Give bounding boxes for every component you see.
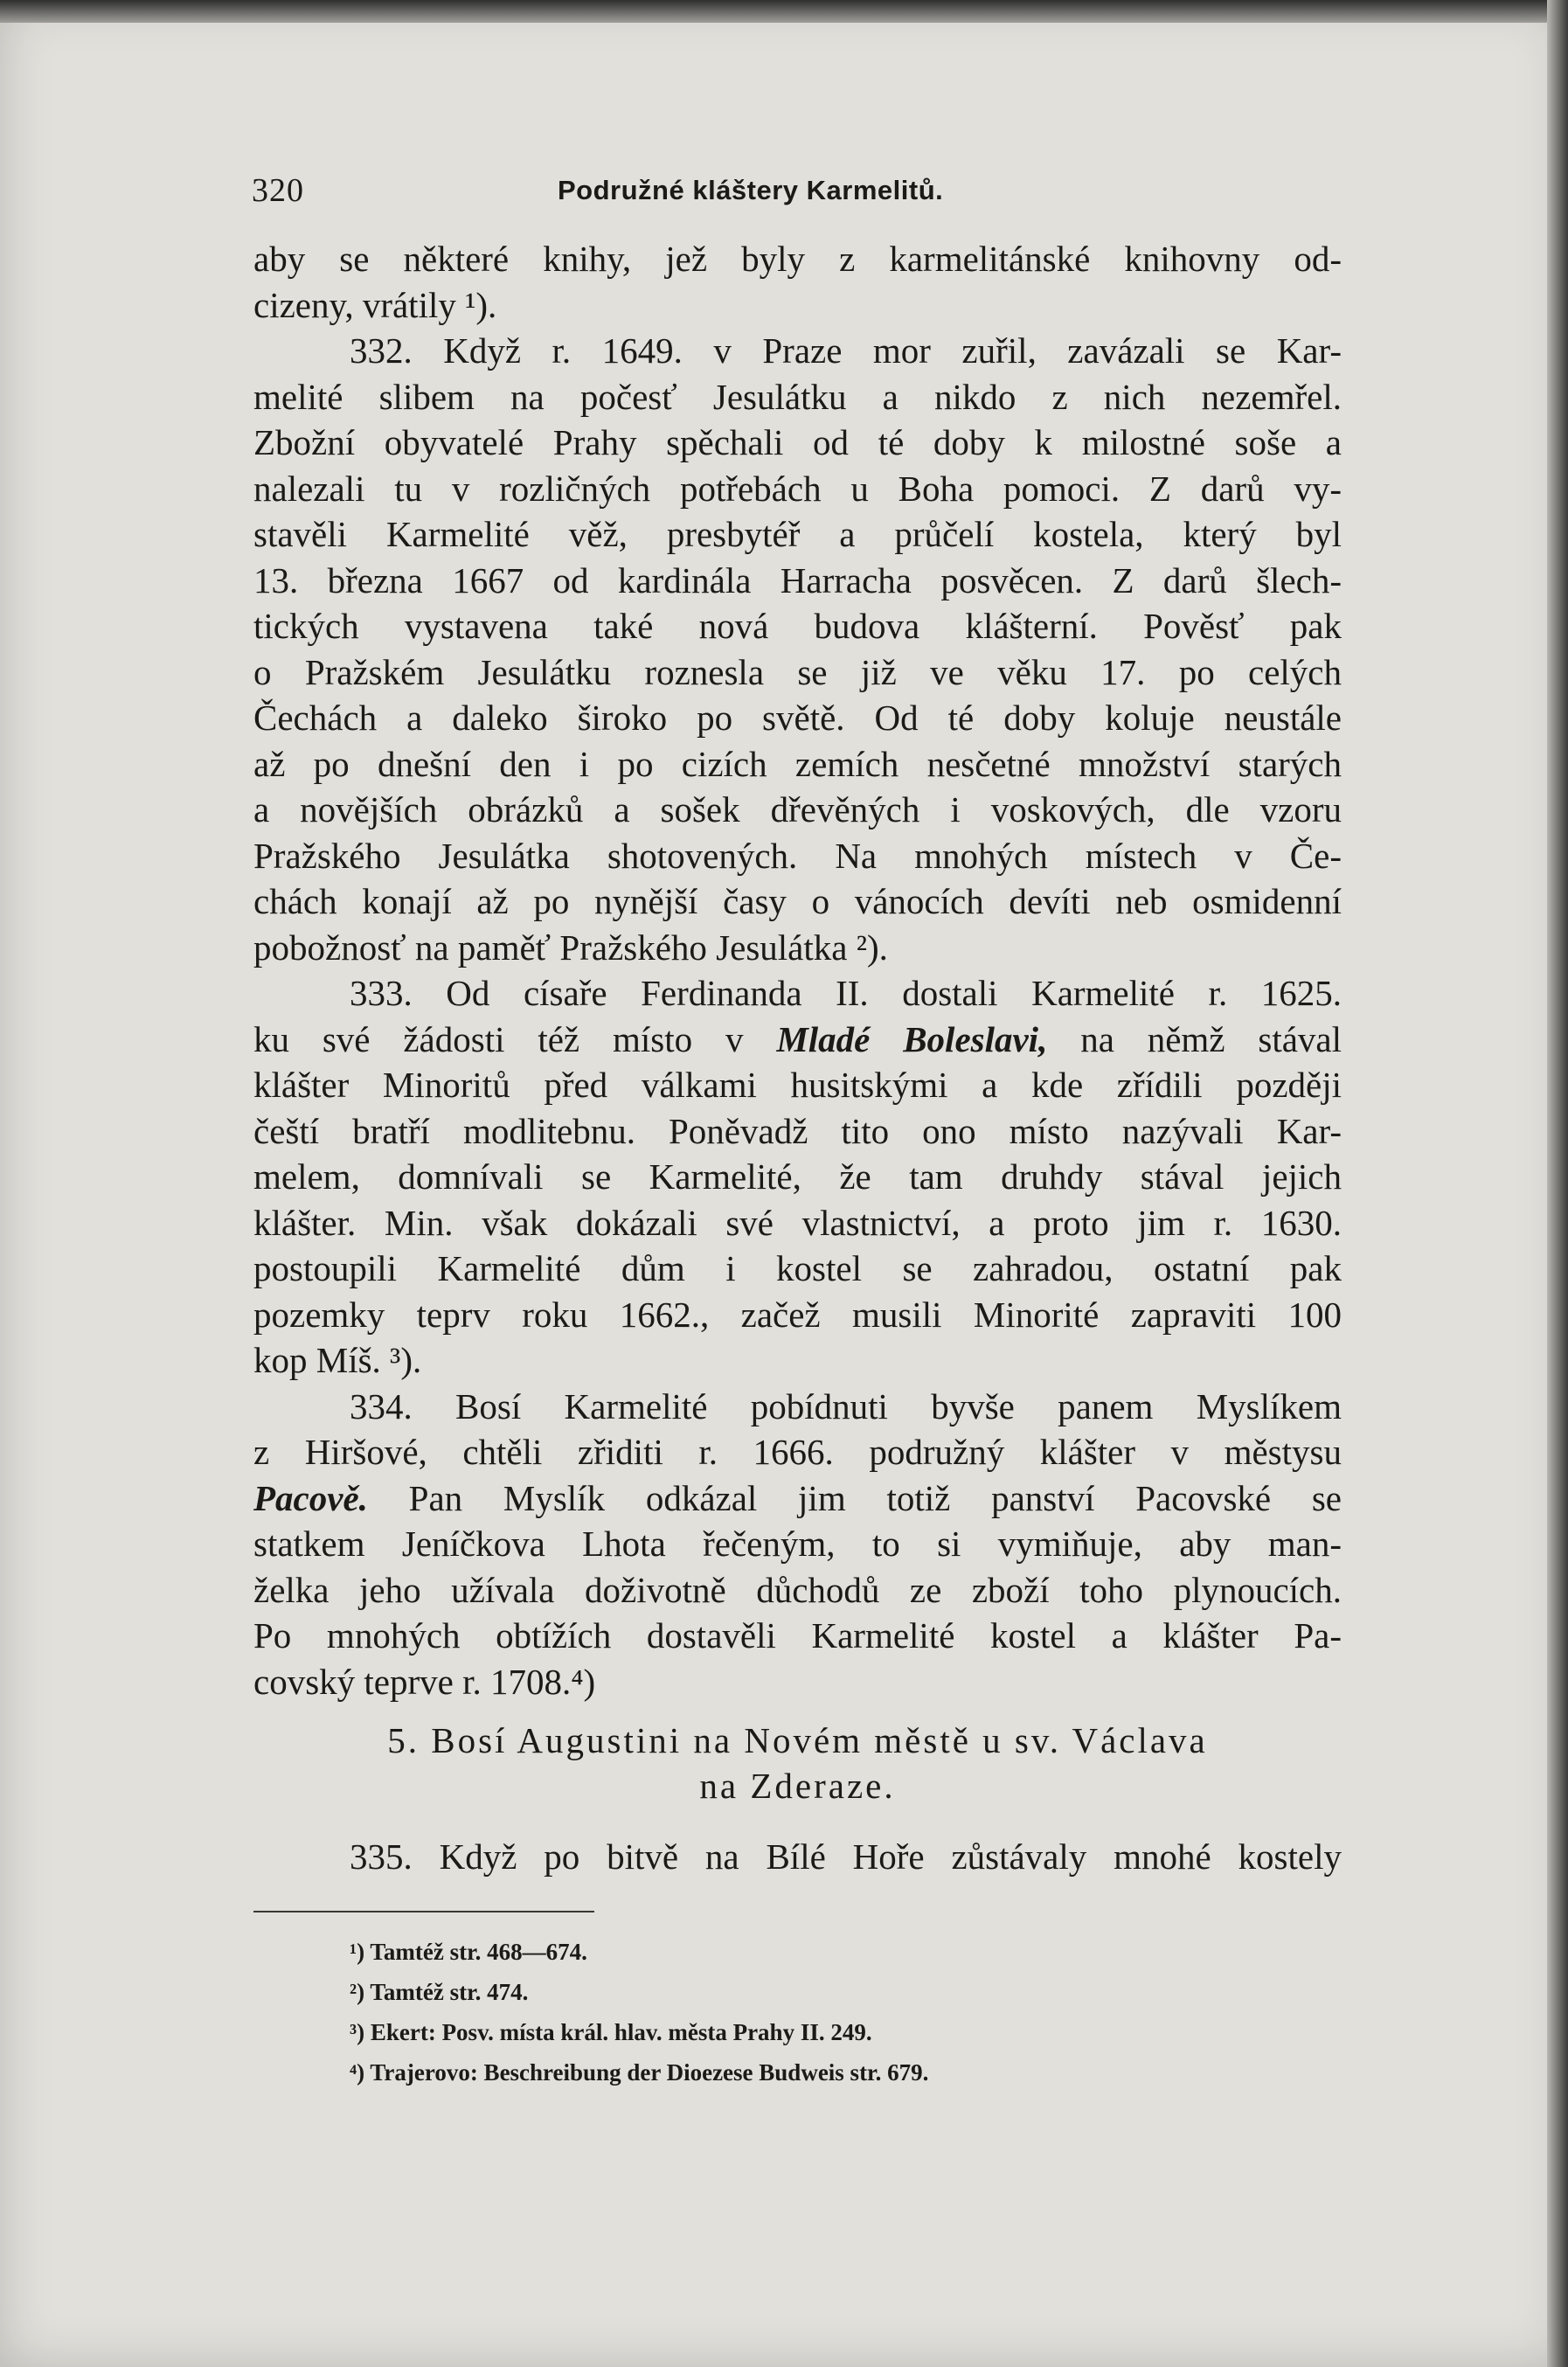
- text-line: z Hiršové, chtěli zřiditi r. 1666. podružný klášter v městysu: [253, 1432, 1342, 1472]
- text-line: chách konají až po nynější časy o vánocích devíti neb osmidenní: [253, 881, 1342, 921]
- text-line: Zbožní obyvatelé Prahy spěchali od té doby k milostné soše a: [253, 422, 1342, 462]
- scan-right-edge: [1547, 0, 1568, 2367]
- footnote-text: Tamtéž str. 474.: [370, 1979, 529, 2005]
- text-line: tických vystavena také nová budova klášterní. Pověsť pak: [253, 606, 1342, 646]
- text-line: o Pražském Jesulátku roznesla se již ve věku 17. po celých: [253, 651, 1342, 692]
- footnote-divider: [253, 1911, 594, 1912]
- text-segment: na němž stával: [1080, 1018, 1343, 1059]
- text-line: stavěli Karmelité věž, presbytéř a průčelí kostela, který byl: [253, 514, 1342, 554]
- footnote-mark: ³): [350, 2019, 365, 2045]
- footnote-2: [350, 1972, 1311, 2012]
- section-heading-line-1: 5. Bosí Augustini na Novém městě u sv. Václava: [387, 1720, 1208, 1760]
- text-line: melité slibem na počesť Jesulátku a nikdo z nich nezemřel.: [253, 376, 1342, 417]
- footnote-1: [350, 1932, 1311, 1972]
- text-segment: ku své žádosti též místo v: [253, 1018, 744, 1059]
- text-line: pozemky teprv roku 1662., začež musili Minorité zapraviti 100: [253, 1294, 1342, 1335]
- text-line: až po dnešní den i po cizích zemích nesčetné množství starých: [253, 743, 1342, 784]
- text-line: statkem Jeníčkova Lhota řečeným, to si vymiňuje, aby man-: [253, 1524, 1342, 1564]
- italic-place-name: Pacově.: [253, 1477, 368, 1518]
- text-line: postoupili Karmelité dům i kostel se zahradou, ostatní pak: [253, 1248, 1342, 1288]
- text-line: cizeny, vrátily ¹).: [253, 284, 497, 325]
- page-number: 320: [252, 172, 304, 209]
- italic-place-name: Mladé Boleslavi,: [776, 1018, 1048, 1059]
- text-line: 13. března 1667 od kardinála Harracha posvěcen. Z darů šlech-: [253, 559, 1342, 600]
- text-segment: Pan Myslík odkázal jim totiž panství Pacovské se: [408, 1477, 1342, 1518]
- section-heading: [253, 1718, 1342, 1808]
- footnote-text: Ekert: Posv. místa král. hlav. města Prahy II. 249.: [370, 2019, 872, 2045]
- text-line-italic-place: [253, 1475, 1342, 1522]
- running-title: Podružné kláštery Karmelitů.: [558, 175, 944, 205]
- text-line: a novějších obrázků a sošek dřevěných i voskových, dle vzoru: [253, 789, 1342, 829]
- text-line: pobožnosť na paměť Pražského Jesulátka ²).: [253, 927, 888, 968]
- text-line: klášter. Min. však dokázali své vlastnictví, a proto jim r. 1630.: [253, 1202, 1342, 1243]
- text-line: 332. Když r. 1649. v Praze mor zuřil, zavázali se Kar-: [350, 330, 1342, 371]
- text-line: 333. Od císaře Ferdinanda II. dostali Karmelité r. 1625.: [350, 973, 1342, 1013]
- text-line: covský teprve r. 1708.⁴): [253, 1661, 596, 1702]
- footnote-mark: ⁴): [350, 2059, 365, 2086]
- text-line: želka jeho užívala doživotně důchodů ze zboží toho plynoucích.: [253, 1569, 1342, 1610]
- section-heading-line-2: na Zderaze.: [699, 1766, 896, 1806]
- text-line: Po mnohých obtížích dostavěli Karmelité kostel a klášter Pa-: [253, 1615, 1342, 1656]
- text-line: Čechách a daleko široko po světě. Od té doby koluje neustále: [253, 698, 1342, 738]
- footnote-text: Trajerovo: Beschreibung der Dioezese Budweis str. 679.: [370, 2059, 929, 2086]
- text-line: Pražského Jesulátka shotovených. Na mnohých místech v Če-: [253, 835, 1342, 876]
- text-line-italic-place: [253, 1017, 1342, 1063]
- text-line: klášter Minoritů před válkami husitskými a kde zřídili později: [253, 1065, 1342, 1105]
- text-line: kop Míš. ³).: [253, 1340, 422, 1380]
- footnotes: [350, 1932, 1311, 2093]
- footnote-mark: ¹): [350, 1939, 365, 1965]
- footnote-3: [350, 2012, 1311, 2052]
- text-line: nalezali tu v rozličných potřebách u Boha pomoci. Z darů vy-: [253, 468, 1342, 509]
- footnote-text: Tamtéž str. 468—674.: [370, 1939, 587, 1965]
- text-line: aby se některé knihy, jež byly z karmelitánské knihovny od-: [253, 239, 1342, 279]
- text-line: čeští bratří modlitebnu. Poněvadž tito ono místo nazývali Kar-: [253, 1110, 1342, 1151]
- scan-top-edge: [0, 0, 1568, 23]
- page-header: [252, 171, 1344, 220]
- paragraph-335-start: 335. Když po bitvě na Bílé Hoře zůstávaly mnohé kostely: [350, 1836, 1342, 1877]
- text-line: melem, domnívali se Karmelité, že tam druhdy stával jejich: [253, 1156, 1342, 1197]
- footnote-4: [350, 2052, 1311, 2093]
- footnote-mark: ²): [350, 1979, 365, 2005]
- text-line: 334. Bosí Karmelité pobídnuti byvše panem Myslíkem: [350, 1385, 1342, 1426]
- body-text: [253, 236, 1342, 1704]
